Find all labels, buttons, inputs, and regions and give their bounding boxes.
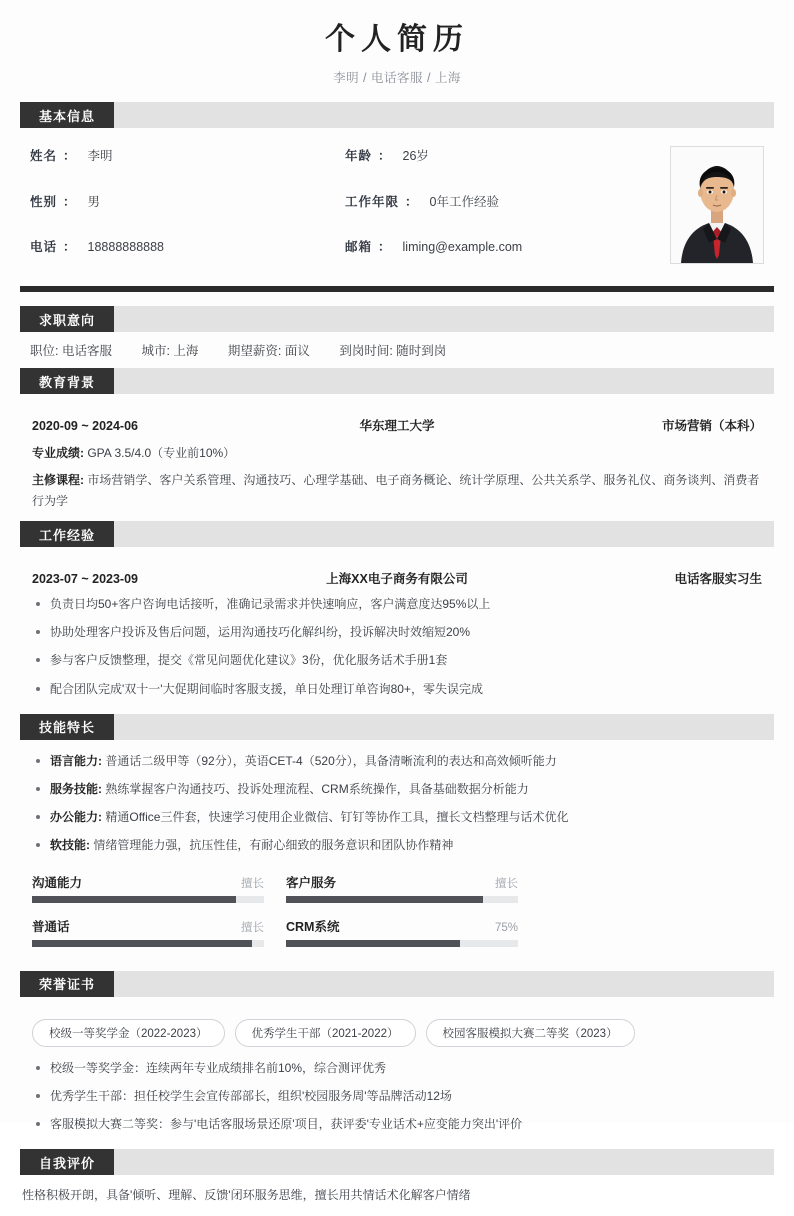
skill-bar-communication bbox=[32, 873, 264, 903]
list-item: 参与客户反馈整理，提交《常见问题优化建议》3份，优化服务话术手册1套 bbox=[30, 651, 764, 670]
job-intent-city: 城市: 上海 bbox=[141, 344, 199, 358]
list-item: 客服模拟大赛二等奖：参与'电话客服场景还原'项目，获评委'专业话术+应变能力突出'评价 bbox=[30, 1115, 764, 1134]
section-header-skills bbox=[20, 714, 774, 740]
skills-list bbox=[30, 752, 764, 856]
section-header-self-evaluation bbox=[20, 1149, 774, 1175]
list-item: 协助处理客户投诉及售后问题，运用沟通技巧化解纠纷，投诉解决时效缩短20% bbox=[30, 623, 764, 642]
skill-bar-level: 75% bbox=[494, 921, 518, 934]
skill-text: 普通话二级甲等（92分），英语CET-4（520分），具备清晰流利的表达和高效倾听能力 bbox=[105, 753, 557, 768]
education-courses bbox=[30, 467, 764, 515]
basic-info-grid bbox=[30, 146, 660, 264]
skill-bar-head bbox=[286, 873, 518, 891]
skill-colon: : bbox=[98, 781, 103, 796]
skill-bar-mandarin bbox=[32, 917, 264, 947]
info-key: 姓名 bbox=[30, 149, 58, 163]
skill-bar-head bbox=[32, 917, 264, 935]
work-position: 电话客服实习生 bbox=[674, 572, 762, 586]
list-item bbox=[30, 780, 764, 799]
work-period: 2023-07 ~ 2023-09 bbox=[32, 572, 138, 586]
list-item: 优秀学生干部：担任校学生会宣传部部长，组织'校园服务周'等品牌活动12场 bbox=[30, 1087, 764, 1106]
education-gpa-label: 专业成绩: bbox=[32, 446, 84, 460]
skill-bar-level: 擅长 bbox=[241, 921, 264, 934]
skill-bar-name: 客户服务 bbox=[286, 875, 337, 890]
section-title-self-evaluation: 自我评价 bbox=[20, 1149, 114, 1175]
list-item bbox=[30, 836, 764, 855]
self-evaluation-text: 性格积极开朗，具备'倾听、理解、反馈'闭环服务思维，擅长用共情话术化解客户情绪 bbox=[22, 1188, 471, 1203]
skill-bar-name: 普通话 bbox=[32, 919, 70, 934]
section-title-job-intent: 求职意向 bbox=[20, 306, 114, 332]
info-item-email bbox=[345, 237, 660, 264]
info-key: 工作年限 bbox=[345, 194, 400, 209]
section-header-job-intent bbox=[20, 306, 774, 332]
section-title-honors: 荣誉证书 bbox=[20, 971, 114, 997]
info-colon: ： bbox=[63, 194, 76, 209]
skill-bar-customer-service bbox=[286, 873, 518, 903]
skill-bar-fill bbox=[32, 896, 236, 903]
education-courses-value: 市场营销学、客户关系管理、沟通技巧、心理学基础、电子商务概论、统计学原理、公共关系学、服务礼仪、商务谈判、消费者行为学 bbox=[32, 473, 760, 508]
section-title-education: 教育背景 bbox=[20, 368, 114, 394]
info-key: 性别 bbox=[30, 194, 58, 209]
status-badge: 校园客服模拟大赛二等奖（2023） bbox=[426, 1019, 635, 1047]
skill-bar-head bbox=[32, 873, 264, 891]
skill-bar-crm bbox=[286, 917, 518, 947]
education-school: 华东理工大学 bbox=[359, 419, 435, 433]
info-item-name bbox=[30, 146, 345, 173]
section-header-honors bbox=[20, 971, 774, 997]
info-key: 电话 bbox=[30, 240, 58, 255]
work-block bbox=[20, 547, 774, 714]
list-item: 配合团队完成'双十一'大促期间临时客服支援，单日处理订单咨询80+，零失误完成 bbox=[30, 680, 764, 699]
section-title-basic: 基本信息 bbox=[20, 102, 114, 128]
skill-label: 软技能 bbox=[50, 838, 87, 853]
skill-text: 情绪管理能力强，抗压性佳，有耐心细致的服务意识和团队协作精神 bbox=[93, 838, 454, 853]
info-item-gender bbox=[30, 192, 345, 219]
status-badge: 优秀学生干部（2021-2022） bbox=[235, 1019, 416, 1047]
info-value: 0年工作经验 bbox=[429, 194, 499, 209]
skill-bar-fill bbox=[32, 940, 252, 947]
work-entry-row bbox=[30, 557, 764, 593]
info-value: 李明 bbox=[87, 149, 113, 163]
info-value: 男 bbox=[87, 194, 101, 209]
skill-label: 办公能力 bbox=[50, 810, 99, 825]
skill-label: 服务技能 bbox=[50, 781, 99, 796]
info-key: 邮箱 bbox=[345, 240, 373, 255]
info-key: 年龄 bbox=[345, 149, 373, 163]
skill-bar-track bbox=[286, 940, 518, 947]
education-block bbox=[20, 394, 774, 521]
portrait-photo-icon bbox=[671, 147, 763, 263]
section-title-work: 工作经验 bbox=[20, 521, 114, 547]
skill-bar-name: 沟通能力 bbox=[32, 875, 83, 890]
skill-bar-track bbox=[32, 940, 264, 947]
info-colon: ： bbox=[405, 194, 418, 209]
info-item-experience-years bbox=[345, 192, 660, 219]
info-value: liming@example.com bbox=[402, 240, 523, 255]
list-item: 负责日均50+客户咨询电话接听，准确记录需求并快速响应，客户满意度达95%以上 bbox=[30, 595, 764, 614]
skill-text: 精通Office三件套，快速学习使用企业微信、钉钉等协作工具，擅长文档整理与话术优化 bbox=[105, 810, 569, 825]
page-subtitle: 李明 / 电话客服 / 上海 bbox=[333, 71, 461, 85]
section-divider bbox=[20, 286, 774, 292]
section-bar-fill bbox=[114, 1149, 774, 1175]
job-intent-availability: 到岗时间: 随时到岗 bbox=[339, 344, 447, 358]
skill-bar-fill bbox=[286, 896, 483, 903]
info-item-age bbox=[345, 146, 660, 173]
skill-colon: : bbox=[86, 838, 91, 853]
section-header-basic bbox=[20, 102, 774, 128]
job-intent-position: 职位: 电话客服 bbox=[30, 344, 112, 358]
section-bar-fill bbox=[114, 714, 774, 740]
skill-bar-name: CRM系统 bbox=[286, 919, 340, 934]
honors-block bbox=[20, 997, 774, 1150]
info-item-phone bbox=[30, 237, 345, 264]
page-title: 个人简历 bbox=[325, 23, 469, 56]
list-item bbox=[30, 808, 764, 827]
education-gpa bbox=[30, 440, 764, 467]
honor-tag-group bbox=[30, 1007, 764, 1057]
skill-bar-level: 擅长 bbox=[241, 877, 264, 890]
list-item bbox=[30, 752, 764, 771]
section-title-skills: 技能特长 bbox=[20, 714, 114, 740]
section-bar-fill bbox=[114, 102, 774, 128]
section-bar-fill bbox=[114, 521, 774, 547]
education-courses-label: 主修课程: bbox=[32, 473, 84, 487]
avatar bbox=[670, 146, 764, 264]
skill-colon: : bbox=[98, 753, 103, 768]
skill-text: 熟练掌握客户沟通技巧、投诉处理流程、CRM系统操作，具备基础数据分析能力 bbox=[105, 781, 529, 796]
skills-block bbox=[20, 740, 774, 971]
education-period: 2020-09 ~ 2024-06 bbox=[32, 419, 138, 433]
document-header bbox=[20, 0, 774, 102]
list-item: 校级一等奖学金：连续两年专业成绩排名前10%，综合测评优秀 bbox=[30, 1059, 764, 1078]
education-major: 市场营销（本科） bbox=[661, 419, 762, 433]
info-colon: ： bbox=[378, 149, 391, 163]
skill-bar-head bbox=[286, 917, 518, 935]
job-intent-line bbox=[20, 332, 774, 368]
skill-bar-level: 擅长 bbox=[495, 877, 518, 890]
work-duty-list bbox=[30, 595, 764, 699]
skill-bar-track bbox=[32, 896, 264, 903]
info-value: 26岁 bbox=[402, 149, 429, 163]
section-bar-fill bbox=[114, 971, 774, 997]
skill-bar-group bbox=[30, 865, 764, 965]
section-bar-fill bbox=[114, 306, 774, 332]
skill-label: 语言能力 bbox=[50, 753, 99, 768]
work-company: 上海XX电子商务有限公司 bbox=[326, 572, 468, 586]
job-intent-salary: 期望薪资: 面议 bbox=[227, 344, 310, 358]
skill-colon: : bbox=[98, 810, 103, 825]
education-entry-row bbox=[30, 404, 764, 440]
info-colon: ： bbox=[378, 240, 391, 255]
status-badge: 校级一等奖学金（2022-2023） bbox=[32, 1019, 225, 1047]
info-value: 18888888888 bbox=[87, 240, 165, 255]
basic-info-block bbox=[20, 128, 774, 274]
info-colon: ： bbox=[63, 149, 76, 163]
info-colon: ： bbox=[63, 240, 76, 255]
section-bar-fill bbox=[114, 368, 774, 394]
section-header-education bbox=[20, 368, 774, 394]
skill-bar-fill bbox=[286, 940, 460, 947]
section-header-work bbox=[20, 521, 774, 547]
skill-bar-track bbox=[286, 896, 518, 903]
education-gpa-value: GPA 3.5/4.0（专业前10%） bbox=[87, 446, 236, 460]
